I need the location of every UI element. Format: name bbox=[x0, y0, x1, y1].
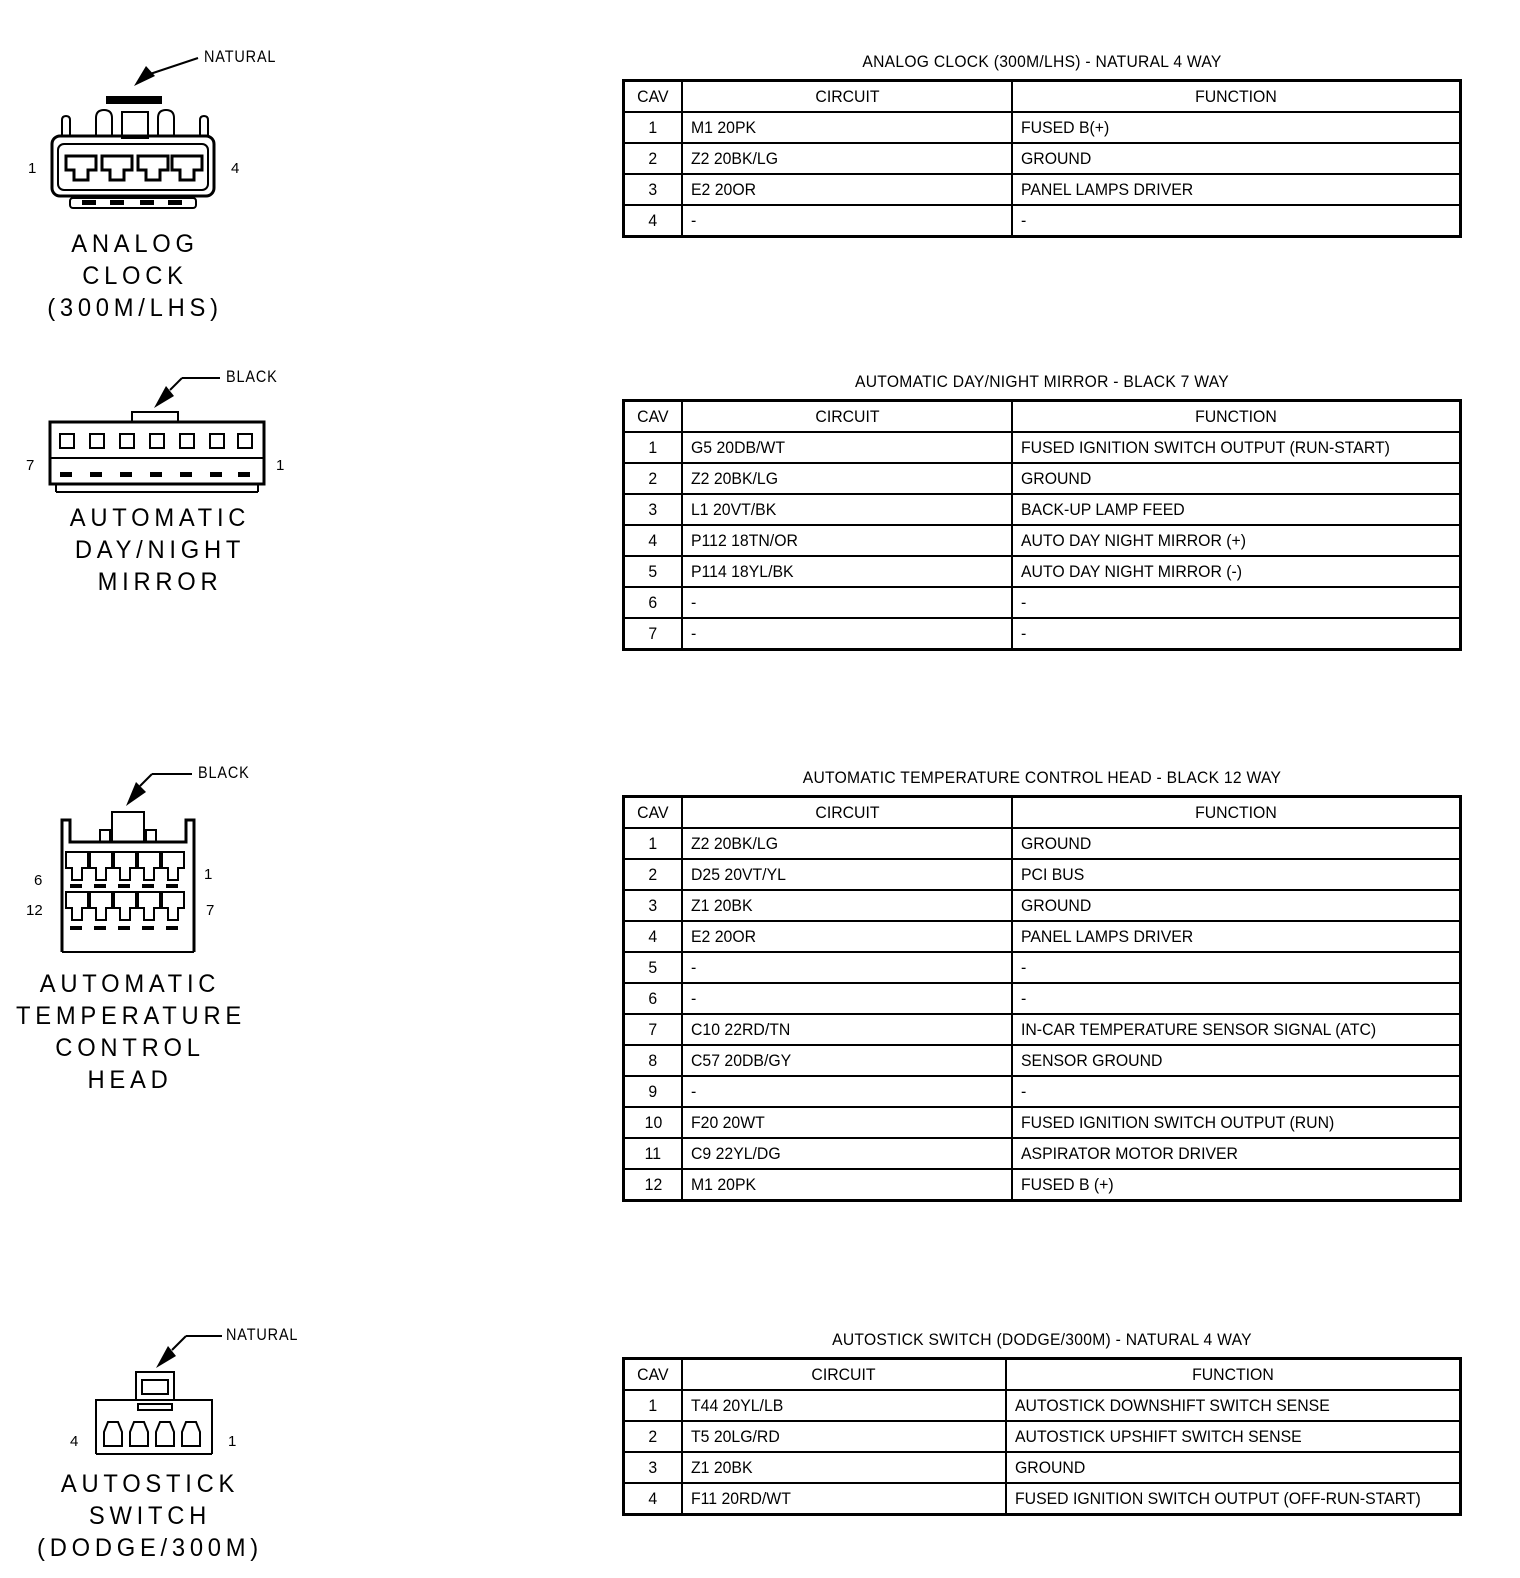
cell-circuit: Z2 20BK/LG bbox=[682, 143, 1012, 174]
table-row bbox=[624, 1169, 1461, 1201]
cell-circuit: - bbox=[682, 1076, 1012, 1107]
cell-function: AUTO DAY NIGHT MIRROR (-) bbox=[1012, 556, 1461, 587]
connector-name-line: AUTOMATIC bbox=[39, 970, 221, 998]
table-row bbox=[624, 1421, 1461, 1452]
table-header-row bbox=[624, 81, 1461, 113]
header-cav: CAV bbox=[624, 81, 683, 113]
pin-number-left: 1 bbox=[28, 160, 37, 177]
header-function: FUNCTION bbox=[1012, 401, 1461, 433]
table-row bbox=[624, 1107, 1461, 1138]
table-header-row bbox=[624, 797, 1461, 829]
table-title: ANALOG CLOCK (300M/LHS) - NATURAL 4 WAY bbox=[862, 52, 1222, 71]
connector-name-line: CONTROL bbox=[55, 1034, 205, 1062]
connector-color-label: BLACK bbox=[226, 367, 278, 386]
pin-number-right: 4 bbox=[231, 160, 240, 177]
cell-cav: 6 bbox=[624, 983, 683, 1014]
pin-table bbox=[622, 795, 1462, 1202]
cell-circuit: - bbox=[682, 205, 1012, 237]
cell-cav: 5 bbox=[624, 952, 683, 983]
cell-cav: 1 bbox=[624, 112, 683, 143]
connector-color-label: NATURAL bbox=[204, 47, 277, 66]
table-header-row bbox=[624, 401, 1461, 433]
pin-number-bottom-right: 7 bbox=[206, 902, 215, 919]
cell-function: GROUND bbox=[1006, 1452, 1461, 1483]
cell-cav: 3 bbox=[624, 890, 683, 921]
cell-function: - bbox=[1012, 952, 1461, 983]
cell-cav: 1 bbox=[624, 432, 683, 463]
cell-function: - bbox=[1012, 587, 1461, 618]
header-function: FUNCTION bbox=[1012, 797, 1461, 829]
pin-table bbox=[622, 1357, 1462, 1516]
cell-cav: 3 bbox=[624, 1452, 682, 1483]
table-row bbox=[624, 205, 1461, 237]
cell-function: IN-CAR TEMPERATURE SENSOR SIGNAL (ATC) bbox=[1012, 1014, 1461, 1045]
connector-name-line: DAY/NIGHT bbox=[74, 536, 246, 564]
table-row bbox=[624, 1138, 1461, 1169]
cell-circuit: Z2 20BK/LG bbox=[682, 463, 1012, 494]
cell-circuit: - bbox=[682, 618, 1012, 650]
table-row bbox=[624, 952, 1461, 983]
cell-circuit: L1 20VT/BK bbox=[682, 494, 1012, 525]
table-row bbox=[624, 1452, 1461, 1483]
table-row bbox=[624, 432, 1461, 463]
cell-cav: 10 bbox=[624, 1107, 683, 1138]
cell-function: PANEL LAMPS DRIVER bbox=[1012, 174, 1461, 205]
pin-table bbox=[622, 399, 1462, 651]
cell-circuit: Z1 20BK bbox=[682, 890, 1012, 921]
cell-cav: 2 bbox=[624, 1421, 682, 1452]
cell-circuit: - bbox=[682, 587, 1012, 618]
table-row bbox=[624, 143, 1461, 174]
table-row bbox=[624, 859, 1461, 890]
cell-circuit: E2 20OR bbox=[682, 174, 1012, 205]
table-row bbox=[624, 983, 1461, 1014]
table-row bbox=[624, 174, 1461, 205]
cell-cav: 1 bbox=[624, 1390, 682, 1421]
table-row bbox=[624, 828, 1461, 859]
table-row bbox=[624, 525, 1461, 556]
header-cav: CAV bbox=[624, 797, 683, 829]
cell-circuit: C10 22RD/TN bbox=[682, 1014, 1012, 1045]
header-circuit: CIRCUIT bbox=[682, 81, 1012, 113]
header-function: FUNCTION bbox=[1012, 81, 1461, 113]
cell-function: FUSED B (+) bbox=[1012, 1169, 1461, 1201]
cell-function: FUSED IGNITION SWITCH OUTPUT (RUN-START) bbox=[1012, 432, 1461, 463]
table-title: AUTOMATIC TEMPERATURE CONTROL HEAD - BLACK 12 WAY bbox=[802, 768, 1282, 787]
cell-cav: 7 bbox=[624, 618, 683, 650]
cell-circuit: P114 18YL/BK bbox=[682, 556, 1012, 587]
connector-name-line: TEMPERATURE bbox=[16, 1002, 246, 1030]
cell-function: PCI BUS bbox=[1012, 859, 1461, 890]
cell-cav: 2 bbox=[624, 463, 683, 494]
cell-circuit: - bbox=[682, 983, 1012, 1014]
cell-function: - bbox=[1012, 1076, 1461, 1107]
pin-number-right: 1 bbox=[228, 1433, 237, 1450]
connector-name-line: ANALOG CLOCK bbox=[71, 230, 199, 290]
cell-function: ASPIRATOR MOTOR DRIVER bbox=[1012, 1138, 1461, 1169]
cell-cav: 1 bbox=[624, 828, 683, 859]
cell-function: FUSED IGNITION SWITCH OUTPUT (OFF-RUN-START) bbox=[1006, 1483, 1461, 1515]
table-row bbox=[624, 1045, 1461, 1076]
table-row bbox=[624, 1390, 1461, 1421]
header-function: FUNCTION bbox=[1006, 1359, 1461, 1391]
cell-function: GROUND bbox=[1012, 890, 1461, 921]
cell-function: BACK-UP LAMP FEED bbox=[1012, 494, 1461, 525]
table-row bbox=[624, 494, 1461, 525]
cell-cav: 4 bbox=[624, 205, 683, 237]
pin-number-right: 1 bbox=[276, 457, 285, 474]
cell-circuit: Z2 20BK/LG bbox=[682, 828, 1012, 859]
cell-cav: 3 bbox=[624, 174, 683, 205]
table-body bbox=[624, 432, 1461, 650]
cell-cav: 2 bbox=[624, 859, 683, 890]
connector-name-line: MIRROR bbox=[97, 568, 223, 596]
cell-circuit: E2 20OR bbox=[682, 921, 1012, 952]
connector-name bbox=[17, 1468, 283, 1564]
table-row bbox=[624, 1076, 1461, 1107]
cell-circuit: M1 20PK bbox=[682, 1169, 1012, 1201]
cell-function: FUSED IGNITION SWITCH OUTPUT (RUN) bbox=[1012, 1107, 1461, 1138]
cell-cav: 4 bbox=[624, 921, 683, 952]
pin-number-bottom-left: 12 bbox=[26, 902, 43, 919]
cell-function: GROUND bbox=[1012, 143, 1461, 174]
cell-function: FUSED B(+) bbox=[1012, 112, 1461, 143]
table-title: AUTOMATIC DAY/NIGHT MIRROR - BLACK 7 WAY bbox=[854, 372, 1229, 391]
header-circuit: CIRCUIT bbox=[682, 401, 1012, 433]
connector-name-line: AUTOSTICK SWITCH bbox=[60, 1470, 240, 1530]
cell-function: - bbox=[1012, 618, 1461, 650]
table-header-row bbox=[624, 1359, 1461, 1391]
cell-function: GROUND bbox=[1012, 828, 1461, 859]
table-row bbox=[624, 587, 1461, 618]
header-cav: CAV bbox=[624, 401, 683, 433]
connector-name-line: (300M/LHS) bbox=[47, 294, 223, 322]
pin-table bbox=[622, 79, 1462, 238]
connector-color-label: BLACK bbox=[198, 763, 250, 782]
cell-function: GROUND bbox=[1012, 463, 1461, 494]
header-circuit: CIRCUIT bbox=[682, 797, 1012, 829]
cell-circuit: - bbox=[682, 952, 1012, 983]
cell-function: SENSOR GROUND bbox=[1012, 1045, 1461, 1076]
cell-function: - bbox=[1012, 205, 1461, 237]
cell-function: AUTOSTICK UPSHIFT SWITCH SENSE bbox=[1006, 1421, 1461, 1452]
table-title: AUTOSTICK SWITCH (DODGE/300M) - NATURAL 4 WAY bbox=[832, 1330, 1252, 1349]
cell-circuit: T5 20LG/RD bbox=[682, 1421, 1006, 1452]
table-row bbox=[624, 921, 1461, 952]
table-row bbox=[624, 1014, 1461, 1045]
pin-number-top-right: 1 bbox=[204, 866, 213, 883]
cell-circuit: F11 20RD/WT bbox=[682, 1483, 1006, 1515]
header-circuit: CIRCUIT bbox=[682, 1359, 1006, 1391]
table-body bbox=[624, 828, 1461, 1201]
connector-name-line: (DODGE/300M) bbox=[37, 1534, 263, 1562]
cell-cav: 12 bbox=[624, 1169, 683, 1201]
cell-cav: 4 bbox=[624, 525, 683, 556]
cell-function: AUTOSTICK DOWNSHIFT SWITCH SENSE bbox=[1006, 1390, 1461, 1421]
connector-name-line: HEAD bbox=[87, 1066, 173, 1094]
table-row bbox=[624, 1483, 1461, 1515]
cell-circuit: C57 20DB/GY bbox=[682, 1045, 1012, 1076]
table-row bbox=[624, 618, 1461, 650]
pin-number-left: 7 bbox=[26, 457, 35, 474]
pin-number-top-left: 6 bbox=[34, 872, 43, 889]
table-row bbox=[624, 463, 1461, 494]
table-body bbox=[624, 112, 1461, 237]
cell-cav: 3 bbox=[624, 494, 683, 525]
cell-cav: 7 bbox=[624, 1014, 683, 1045]
table-row bbox=[624, 556, 1461, 587]
cell-circuit: Z1 20BK bbox=[682, 1452, 1006, 1483]
cell-circuit: D25 20VT/YL bbox=[682, 859, 1012, 890]
table-body bbox=[624, 1390, 1461, 1515]
cell-function: - bbox=[1012, 983, 1461, 1014]
cell-circuit: G5 20DB/WT bbox=[682, 432, 1012, 463]
header-cav: CAV bbox=[624, 1359, 682, 1391]
cell-cav: 8 bbox=[624, 1045, 683, 1076]
cell-circuit: M1 20PK bbox=[682, 112, 1012, 143]
cell-cav: 5 bbox=[624, 556, 683, 587]
cell-cav: 6 bbox=[624, 587, 683, 618]
cell-circuit: T44 20YL/LB bbox=[682, 1390, 1006, 1421]
cell-circuit: P112 18TN/OR bbox=[682, 525, 1012, 556]
cell-function: PANEL LAMPS DRIVER bbox=[1012, 921, 1461, 952]
cell-function: AUTO DAY NIGHT MIRROR (+) bbox=[1012, 525, 1461, 556]
cell-cav: 2 bbox=[624, 143, 683, 174]
cell-cav: 11 bbox=[624, 1138, 683, 1169]
cell-cav: 4 bbox=[624, 1483, 682, 1515]
cell-circuit: C9 22YL/DG bbox=[682, 1138, 1012, 1169]
connector-name-line: AUTOMATIC bbox=[69, 504, 251, 532]
pin-number-left: 4 bbox=[70, 1433, 79, 1450]
cell-cav: 9 bbox=[624, 1076, 683, 1107]
cell-circuit: F20 20WT bbox=[682, 1107, 1012, 1138]
connector-color-label: NATURAL bbox=[226, 1325, 299, 1344]
table-row bbox=[624, 112, 1461, 143]
table-row bbox=[624, 890, 1461, 921]
